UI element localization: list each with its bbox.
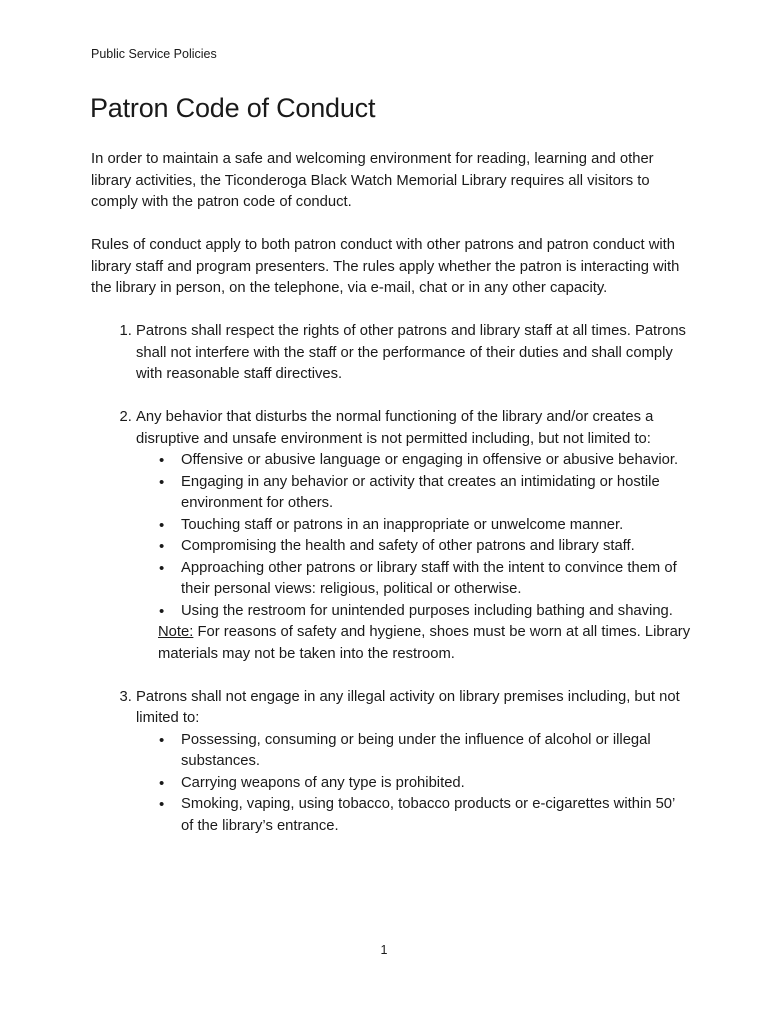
rule-text: Any behavior that disturbs the normal functioning of the library and/or creates a disruptive and unsafe environment is not permitted including, but not limited to: <box>136 409 654 447</box>
list-item: • Approaching other patrons or library staff with the intent to convince them of their personal views: religious, political or otherwise. <box>181 558 691 601</box>
rule-subitems <box>136 450 691 622</box>
list-item: • Engaging in any behavior or activity that creates an intimidating or hostile environment for others. <box>181 472 691 515</box>
intro-paragraph: In order to maintain a safe and welcoming environment for reading, learning and other library activities, the Ticonderoga Black Watch Memorial Library requires all visitors to comply with the patron code of conduct. <box>91 151 654 210</box>
rule-text: Patrons shall respect the rights of other patrons and library staff at all times. Patrons shall not interfere with the staff or the performance of their duties and shall comply with reasonable staff directives. <box>136 323 686 382</box>
list-item: • Using the restroom for unintended purposes including bathing and shaving. <box>181 601 691 623</box>
list-item: • Offensive or abusive language or engaging in offensive or abusive behavior. <box>181 450 691 472</box>
note-text: For reasons of safety and hygiene, shoes must be worn at all times. Library materials may not be taken into the restroom. <box>158 624 691 662</box>
list-item: • Carrying weapons of any type is prohibited. <box>181 773 691 795</box>
rules-list <box>91 321 691 837</box>
page-title: Patron Code of Conduct <box>90 93 376 123</box>
document-body <box>91 149 691 859</box>
list-item: • Touching staff or patrons in an inappropriate or unwelcome manner. <box>181 515 691 537</box>
rule-item <box>136 321 691 386</box>
rule-subitems <box>136 730 691 838</box>
page-number: 1 <box>380 943 388 957</box>
rule-item <box>136 407 691 665</box>
page-header: Public Service Policies <box>91 47 217 61</box>
rule-text: Patrons shall not engage in any illegal activity on library premises including, but not limited to: <box>136 688 680 726</box>
restroom-note <box>136 622 691 665</box>
list-item: • Possessing, consuming or being under the influence of alcohol or illegal substances. <box>181 730 691 773</box>
note-label: Note: <box>158 624 194 640</box>
scope-paragraph: Rules of conduct apply to both patron conduct with other patrons and patron conduct with library staff and program presenters. The rules apply whether the patron is interacting with the library in person, on the telephone, via e-mail, chat or in any other capacity. <box>91 237 680 296</box>
list-item: • Compromising the health and safety of other patrons and library staff. <box>181 536 691 558</box>
list-item: • Smoking, vaping, using tobacco, tobacco products or e-cigarettes within 50’ of the library’s entrance. <box>181 794 691 837</box>
rule-item <box>136 687 691 838</box>
